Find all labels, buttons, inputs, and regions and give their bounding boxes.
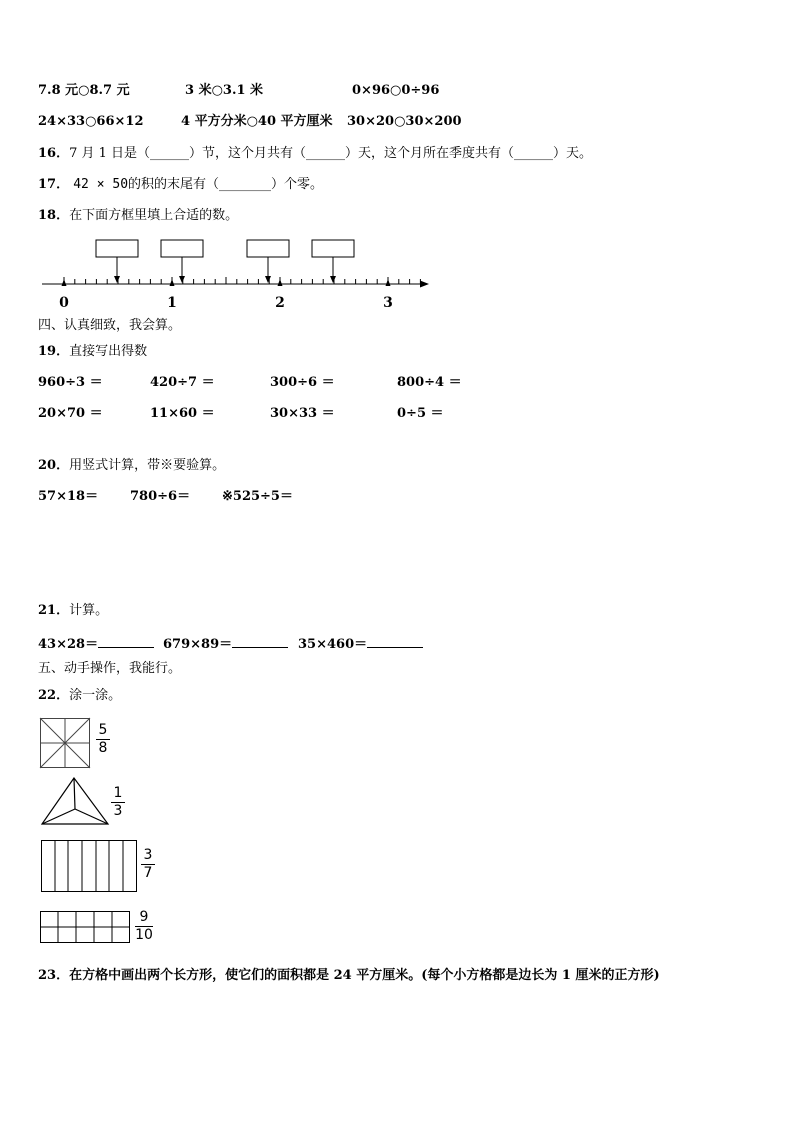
rectangle-sevenths-shape[interactable] — [41, 840, 137, 892]
answer-blank[interactable] — [98, 635, 154, 648]
fraction: $\frac{9}{10}$ — [135, 909, 153, 943]
tick-label: 1 — [167, 295, 177, 311]
question-text: 直接写出得数 — [69, 344, 148, 359]
calc-item: 0÷5 ＝ — [397, 406, 444, 421]
number-line — [0, 0, 794, 320]
question-text: 7 月 1 日是（______）节，这个月共有（______）天，这个月所在季度共有（______）天。 — [69, 146, 593, 161]
question-22 — [38, 688, 121, 704]
calc-item: 11×60 ＝ — [150, 406, 215, 421]
answer-blank[interactable] — [232, 635, 288, 648]
question-text: 在方格中画出两个长方形，使它们的面积都是 24 平方厘米。(每个小方格都是边长为 1 厘米的正方形) — [69, 968, 660, 983]
compare-item: 3 米○3.1 米 — [185, 83, 264, 98]
tick-label: 3 — [383, 295, 393, 311]
question-text: 计算。 — [69, 603, 109, 618]
calc-item: 43×28＝ — [38, 635, 154, 653]
question-text: 用竖式计算，带※要验算。 — [69, 458, 226, 473]
question-text: 涂一涂。 — [69, 688, 122, 703]
calc-item: 57×18＝ — [38, 489, 99, 504]
calc-item: 960÷3 ＝ — [38, 375, 103, 390]
square-eighths-shape[interactable] — [40, 718, 90, 768]
calc-item: 300÷6 ＝ — [270, 375, 335, 390]
question-number: 19． — [38, 344, 70, 359]
calc-item: 20×70 ＝ — [38, 406, 103, 421]
tick-label: 2 — [275, 295, 285, 311]
calc-item: 35×460＝ — [298, 635, 423, 653]
answer-blank[interactable] — [367, 635, 423, 648]
fraction: $\frac{3}{7}$ — [141, 847, 155, 882]
question-20 — [38, 458, 225, 474]
answer-box[interactable] — [312, 240, 354, 257]
compare-item: 30×20○30×200 — [347, 114, 462, 129]
question-number: 23． — [38, 968, 70, 983]
answer-box[interactable] — [96, 240, 138, 257]
calc-item: ※525÷5＝ — [222, 489, 293, 504]
answer-box[interactable] — [161, 240, 203, 257]
question-19 — [38, 344, 147, 360]
math-expression: 42 × 50 — [73, 177, 129, 192]
calc-item: 30×33 ＝ — [270, 406, 335, 421]
compare-item: 7.8 元○8.7 元 — [38, 83, 130, 98]
question-number: 20． — [38, 458, 70, 473]
fraction: $\frac{1}{3}$ — [111, 785, 125, 820]
question-text: 的积的末尾有（________）个零。 — [128, 177, 324, 192]
compare-item: 24×33○66×12 — [38, 114, 144, 129]
grid-tenths-shape[interactable] — [40, 911, 130, 943]
answer-box[interactable] — [247, 240, 289, 257]
question-text: 在下面方框里填上合适的数。 — [69, 208, 239, 223]
triangle-thirds-shape[interactable] — [40, 776, 110, 826]
section-heading: 四、认真细致，我会算。 — [38, 318, 182, 333]
question-number: 22． — [38, 688, 70, 703]
compare-item: 4 平方分米○40 平方厘米 — [181, 114, 333, 129]
tick-label: 0 — [59, 295, 69, 311]
fraction: $\frac{5}{8}$ — [96, 722, 110, 757]
calc-item: 800÷4 ＝ — [397, 375, 462, 390]
calc-item: 420÷7 ＝ — [150, 375, 215, 390]
calc-item: 679×89＝ — [163, 635, 288, 653]
compare-item: 0×96○0÷96 — [352, 83, 440, 98]
question-21 — [38, 603, 108, 619]
question-number: 18． — [38, 208, 70, 223]
question-number: 21． — [38, 603, 70, 618]
question-number: 17． — [38, 177, 70, 192]
section-heading: 五、动手操作，我能行。 — [38, 661, 182, 676]
question-number: 16． — [38, 146, 70, 161]
question-23 — [38, 968, 660, 984]
calc-item: 780÷6＝ — [130, 489, 191, 504]
